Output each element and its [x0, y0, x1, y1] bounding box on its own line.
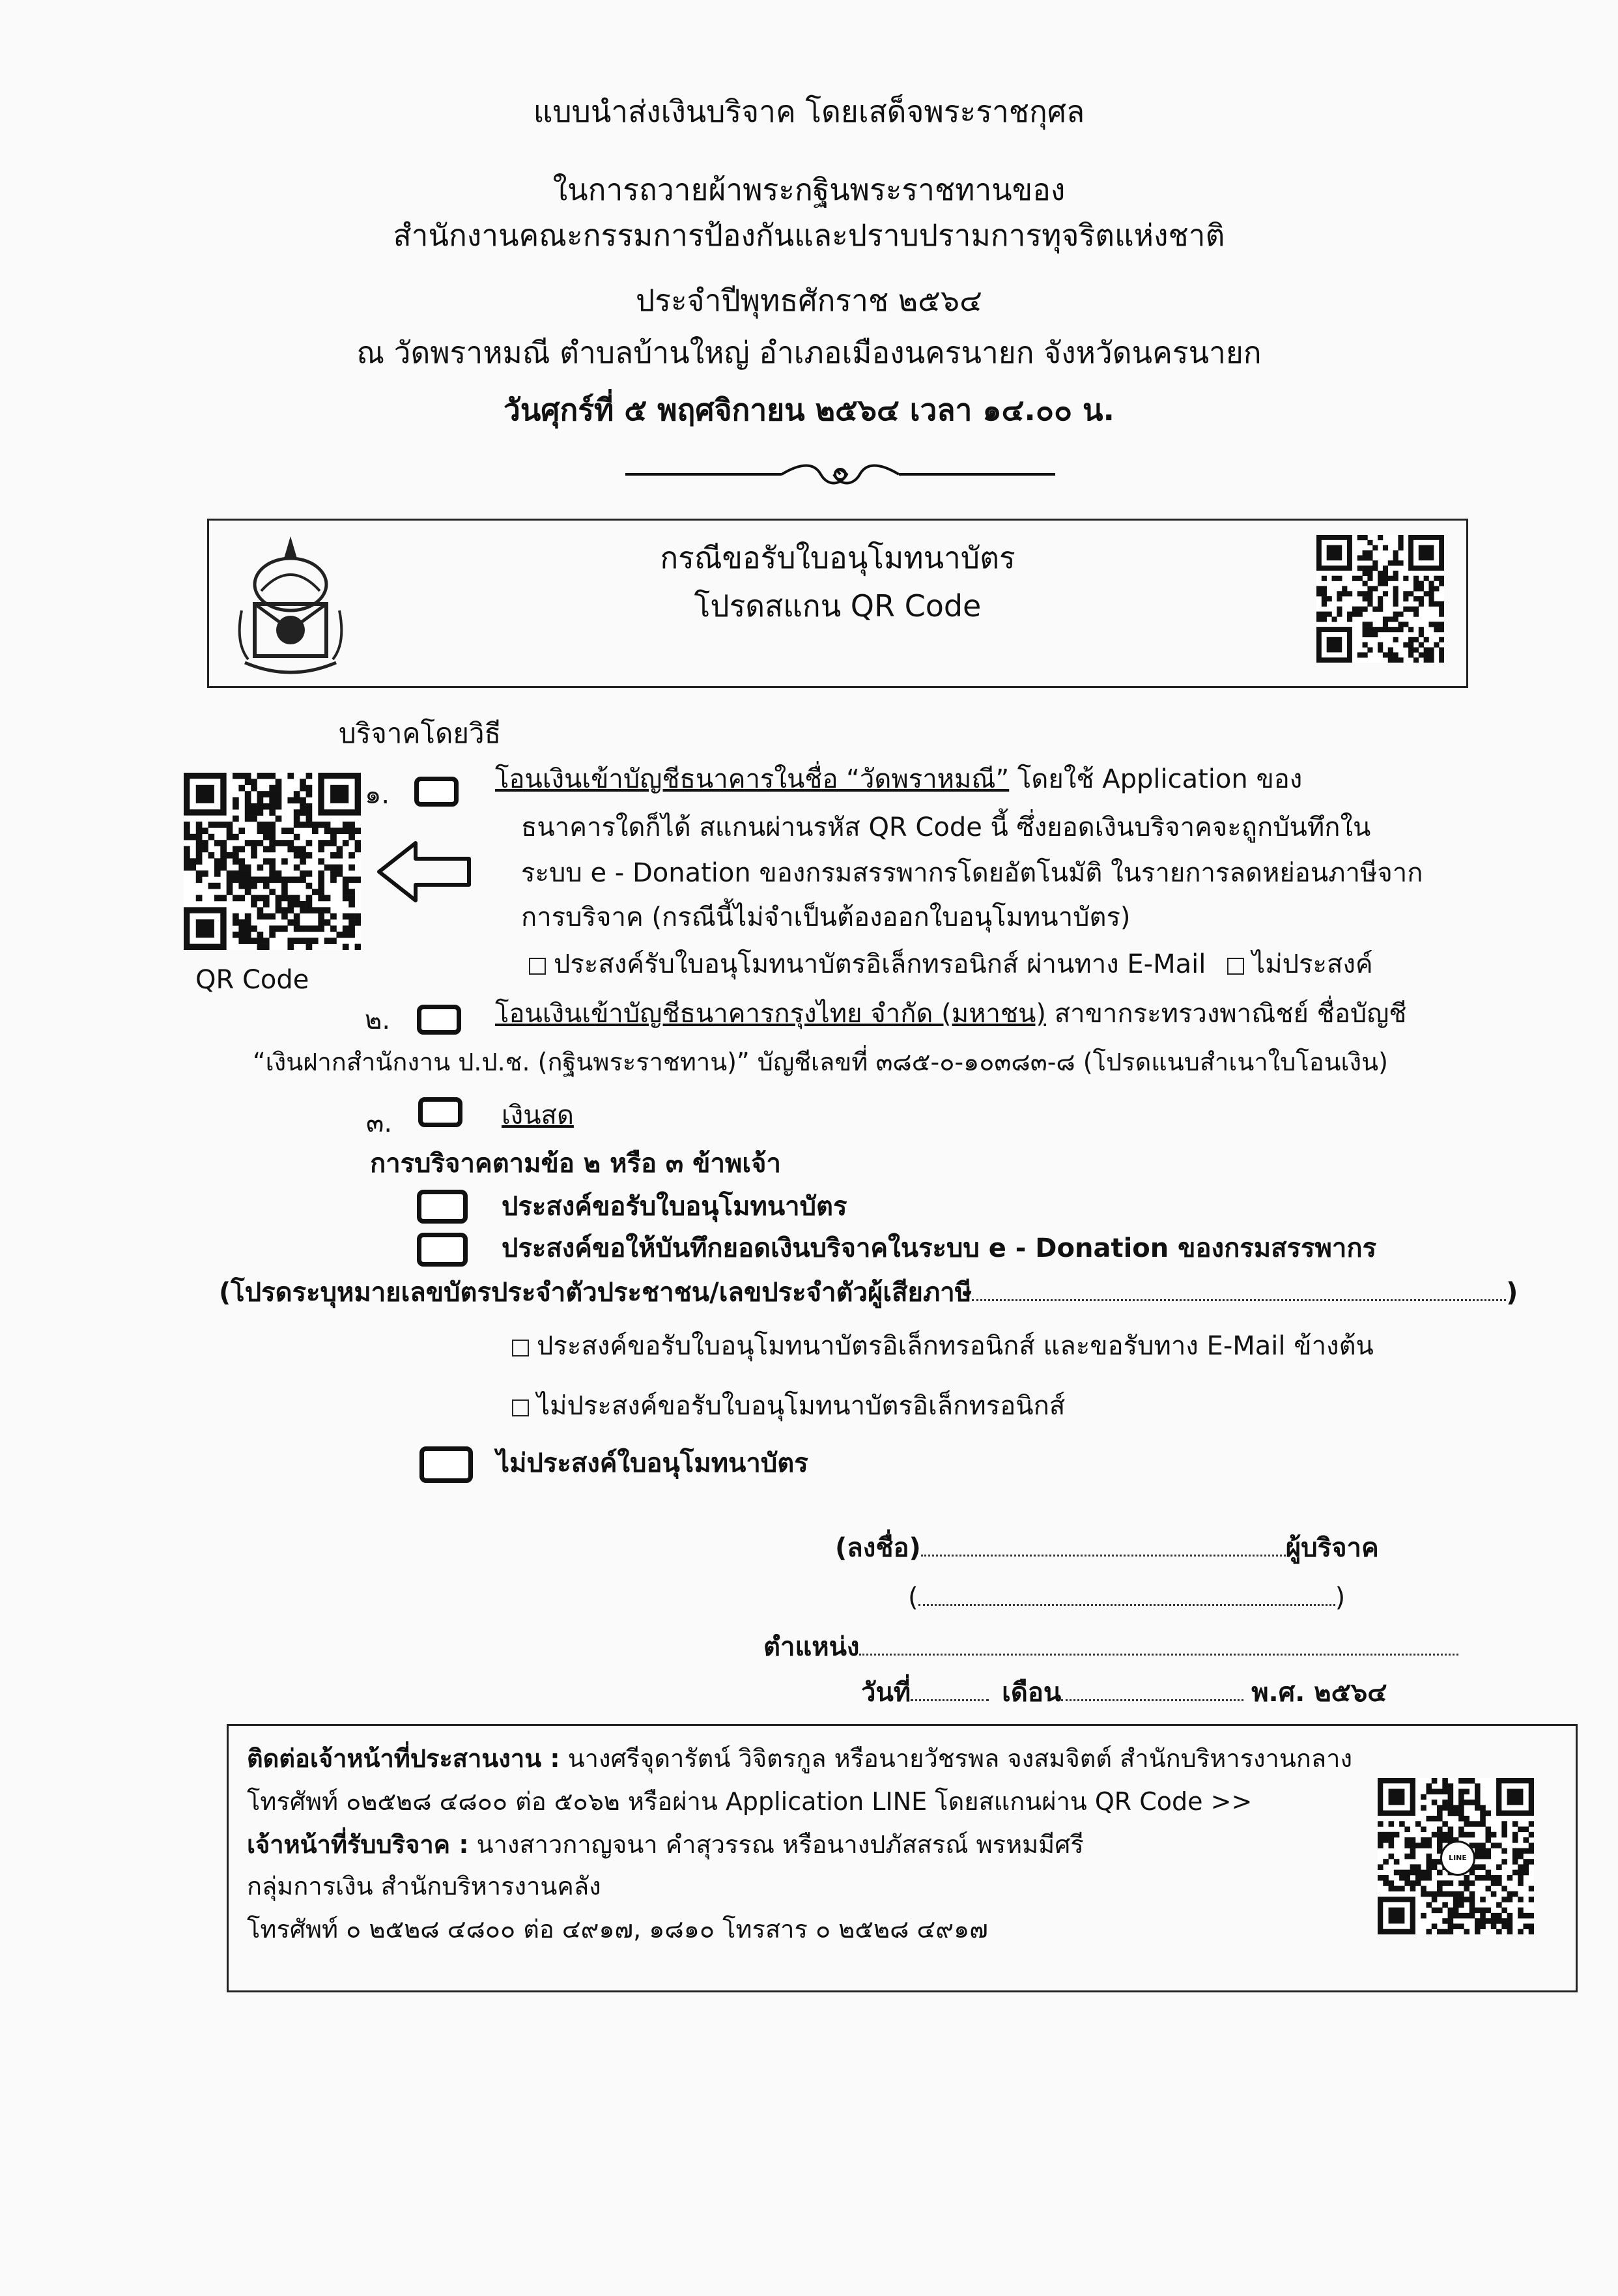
- contact-line-4: กลุ่มการเงิน สำนักบริหารงานคลัง: [247, 1872, 601, 1901]
- id-note-label: (โปรดระบุหมายเลขบัตรประจำตัวประชาชน/เลขประจำตัวผู้เสียภาษี: [219, 1278, 972, 1308]
- contact-line-2: โทรศัพท์ ๐๒๕๒๘ ๔๘๐๐ ต่อ ๕๐๖๒ หรือผ่าน Application LINE โดยสแกนผ่าน QR Code >>: [247, 1787, 1253, 1816]
- arrow-left-icon: [376, 839, 472, 904]
- bank-qr-code[interactable]: [184, 773, 361, 950]
- item2-number: ๒.: [365, 1005, 391, 1035]
- edonation-checkbox[interactable]: [417, 1233, 468, 1267]
- name-paren-open: (: [908, 1583, 918, 1613]
- receiver-names: นางสาวกาญจนา คำสุวรรณ หรือนางปภัสสรณ์ พรหมมีศรี: [468, 1830, 1084, 1859]
- item2-checkbox[interactable]: [417, 1005, 461, 1035]
- sub-option-no: [512, 1386, 1065, 1426]
- item1-email-yes-checkbox[interactable]: [529, 958, 546, 975]
- ornament-divider: [625, 456, 1055, 495]
- line-logo-icon: LINE: [1440, 1841, 1475, 1876]
- year-label: พ.ศ. ๒๕๖๔: [1251, 1678, 1387, 1708]
- position-field[interactable]: [859, 1628, 1458, 1656]
- item1-number: ๑.: [365, 780, 390, 810]
- item1-line-2: ธนาคารใดก็ได้ สแกนผ่านรหัส QR Code นี้ ซึ่งยอดเงินบริจาคจะถูกบันทึกใน: [521, 812, 1371, 842]
- edonation-label: ประสงค์ขอให้บันทึกยอดเงินบริจาคในระบบ e - Donation ของกรมสรรพากร: [502, 1233, 1377, 1263]
- item1-line-1: [495, 760, 1485, 799]
- receipt-box-line-2: โปรดสแกน QR Code: [694, 588, 982, 624]
- header-line-2: ในการถวายผ้าพระกฐินพระราชทานของ: [552, 172, 1066, 207]
- contact-box: [227, 1724, 1578, 1992]
- item1-options: [529, 945, 1373, 984]
- header-line-3: สำนักงานคณะกรรมการป้องกันและปราบปรามการทุจริตแห่งชาติ: [393, 218, 1225, 253]
- contact-line-1: [247, 1739, 1352, 1778]
- no-receipt-checkbox[interactable]: [419, 1446, 473, 1483]
- item1-line-3: ระบบ e - Donation ของกรมสรรพากรโดยอัตโนมัติ ในรายการลดหย่อนภาษีจาก: [521, 858, 1423, 888]
- id-note: [219, 1273, 1518, 1312]
- item1-line-1-rest: โดยใช้ Application ของ: [1009, 764, 1303, 794]
- form-title: แบบนำส่งเงินบริจาค โดยเสด็จพระราชกุศล: [533, 94, 1085, 129]
- tax-id-field[interactable]: [972, 1273, 1506, 1301]
- donor-label: ผู้บริจาค: [1285, 1533, 1379, 1563]
- sub-option-yes: [512, 1327, 1374, 1366]
- item1-email-no-checkbox[interactable]: [1227, 958, 1244, 975]
- item3-cash-label: เงินสด: [502, 1100, 574, 1130]
- sub-yes-checkbox[interactable]: [512, 1340, 529, 1356]
- receipt-qr-code[interactable]: [1316, 535, 1444, 663]
- coordinator-label: ติดต่อเจ้าหน้าที่ประสานงาน :: [247, 1744, 560, 1773]
- receipt-box-line-1: กรณีขอรับใบอนุโมทนาบัตร: [660, 540, 1015, 575]
- donation-by-label: การบริจาคตามข้อ ๒ หรือ ๓ ข้าพเจ้า: [370, 1149, 781, 1179]
- signature-field[interactable]: [921, 1528, 1286, 1557]
- item2-line-1-rest: สาขากระทรวงพาณิชย์ ชื่อบัญชี: [1046, 999, 1407, 1029]
- sub-no-label: ไม่ประสงค์ขอรับใบอนุโมทนาบัตรอิเล็กทรอนิกส์: [537, 1391, 1066, 1421]
- header-line-4: ประจำปีพุทธศักราช ๒๕๖๔: [636, 283, 982, 318]
- item3-number: ๓.: [366, 1108, 393, 1138]
- name-paren-close: ): [1335, 1583, 1346, 1613]
- item1-email-no-label: ไม่ประสงค์: [1252, 949, 1373, 979]
- item2-line-1: [495, 994, 1406, 1033]
- item1-account-name: โอนเงินเข้าบัญชีธนาคารในชื่อ “วัดพราหมณี”: [495, 764, 1010, 794]
- qr-caption: QR Code: [195, 965, 309, 995]
- day-field[interactable]: [911, 1673, 989, 1701]
- item2-line-2: “เงินฝากสำนักงาน ป.ป.ช. (กฐินพระราชทาน)” บัญชีเลขที่ ๓๘๕-๐-๑๐๓๘๓-๘ (โปรดแนบสำเนาใบโอนเงิน): [253, 1048, 1388, 1076]
- item3-checkbox[interactable]: [418, 1097, 462, 1127]
- id-note-close: ): [1506, 1278, 1518, 1308]
- printed-name-field[interactable]: [918, 1578, 1335, 1606]
- sub-no-checkbox[interactable]: [512, 1399, 529, 1416]
- receipt-box: [207, 519, 1468, 688]
- methods-title: บริจาคโดยวิธี: [339, 717, 502, 749]
- header-line-5: ณ วัดพราหมณี ตำบลบ้านใหญ่ อำเภอเมืองนครนายก จังหวัดนครนายก: [356, 335, 1262, 370]
- item1-line-4: การบริจาค (กรณีนี้ไม่จำเป็นต้องออกใบอนุโมทนาบัตร): [521, 902, 1131, 932]
- receipt-request-label: ประสงค์ขอรับใบอนุโมทนาบัตร: [502, 1192, 847, 1222]
- receiver-label: เจ้าหน้าที่รับบริจาค :: [247, 1830, 469, 1859]
- sign-row: [835, 1528, 1379, 1568]
- date-label: วันที่: [861, 1678, 911, 1708]
- no-receipt-label: ไม่ประสงค์ใบอนุโมทนาบัตร: [496, 1448, 808, 1478]
- receipt-request-checkbox[interactable]: [417, 1190, 468, 1224]
- contact-line-3: [247, 1825, 1084, 1864]
- item1-checkbox[interactable]: [414, 777, 459, 807]
- name-row: [908, 1578, 1345, 1617]
- header-line-6: วันศุกร์ที่ ๕ พฤศจิกายน ๒๕๖๔ เวลา ๑๔.๐๐ น.: [504, 392, 1114, 427]
- position-label: ตำแหน่ง: [763, 1632, 860, 1662]
- position-row: [763, 1628, 1458, 1667]
- month-label: เดือน: [1002, 1678, 1062, 1708]
- month-field[interactable]: [1061, 1673, 1243, 1701]
- date-row: [861, 1673, 1387, 1712]
- sub-yes-label: ประสงค์ขอรับใบอนุโมทนาบัตรอิเล็กทรอนิกส์ และขอรับทาง E-Mail ข้างต้น: [537, 1331, 1374, 1361]
- coordinator-names: นางศรีจุดารัตน์ วิจิตรกูล หรือนายวัชรพล จงสมจิตต์ สำนักบริหารงานกลาง: [560, 1744, 1353, 1773]
- sign-label: (ลงชื่อ): [835, 1533, 921, 1563]
- item2-bank-name: โอนเงินเข้าบัญชีธนาคารกรุงไทย จำกัด (มหาชน): [495, 999, 1046, 1029]
- item1-email-yes-label: ประสงค์รับใบอนุโมทนาบัตรอิเล็กทรอนิกส์ ผ่านทาง E-Mail: [554, 949, 1206, 979]
- contact-line-5: โทรศัพท์ ๐ ๒๕๒๘ ๔๘๐๐ ต่อ ๔๙๑๗, ๑๘๑๐ โทรสาร ๐ ๒๕๒๘ ๔๙๑๗: [247, 1915, 988, 1944]
